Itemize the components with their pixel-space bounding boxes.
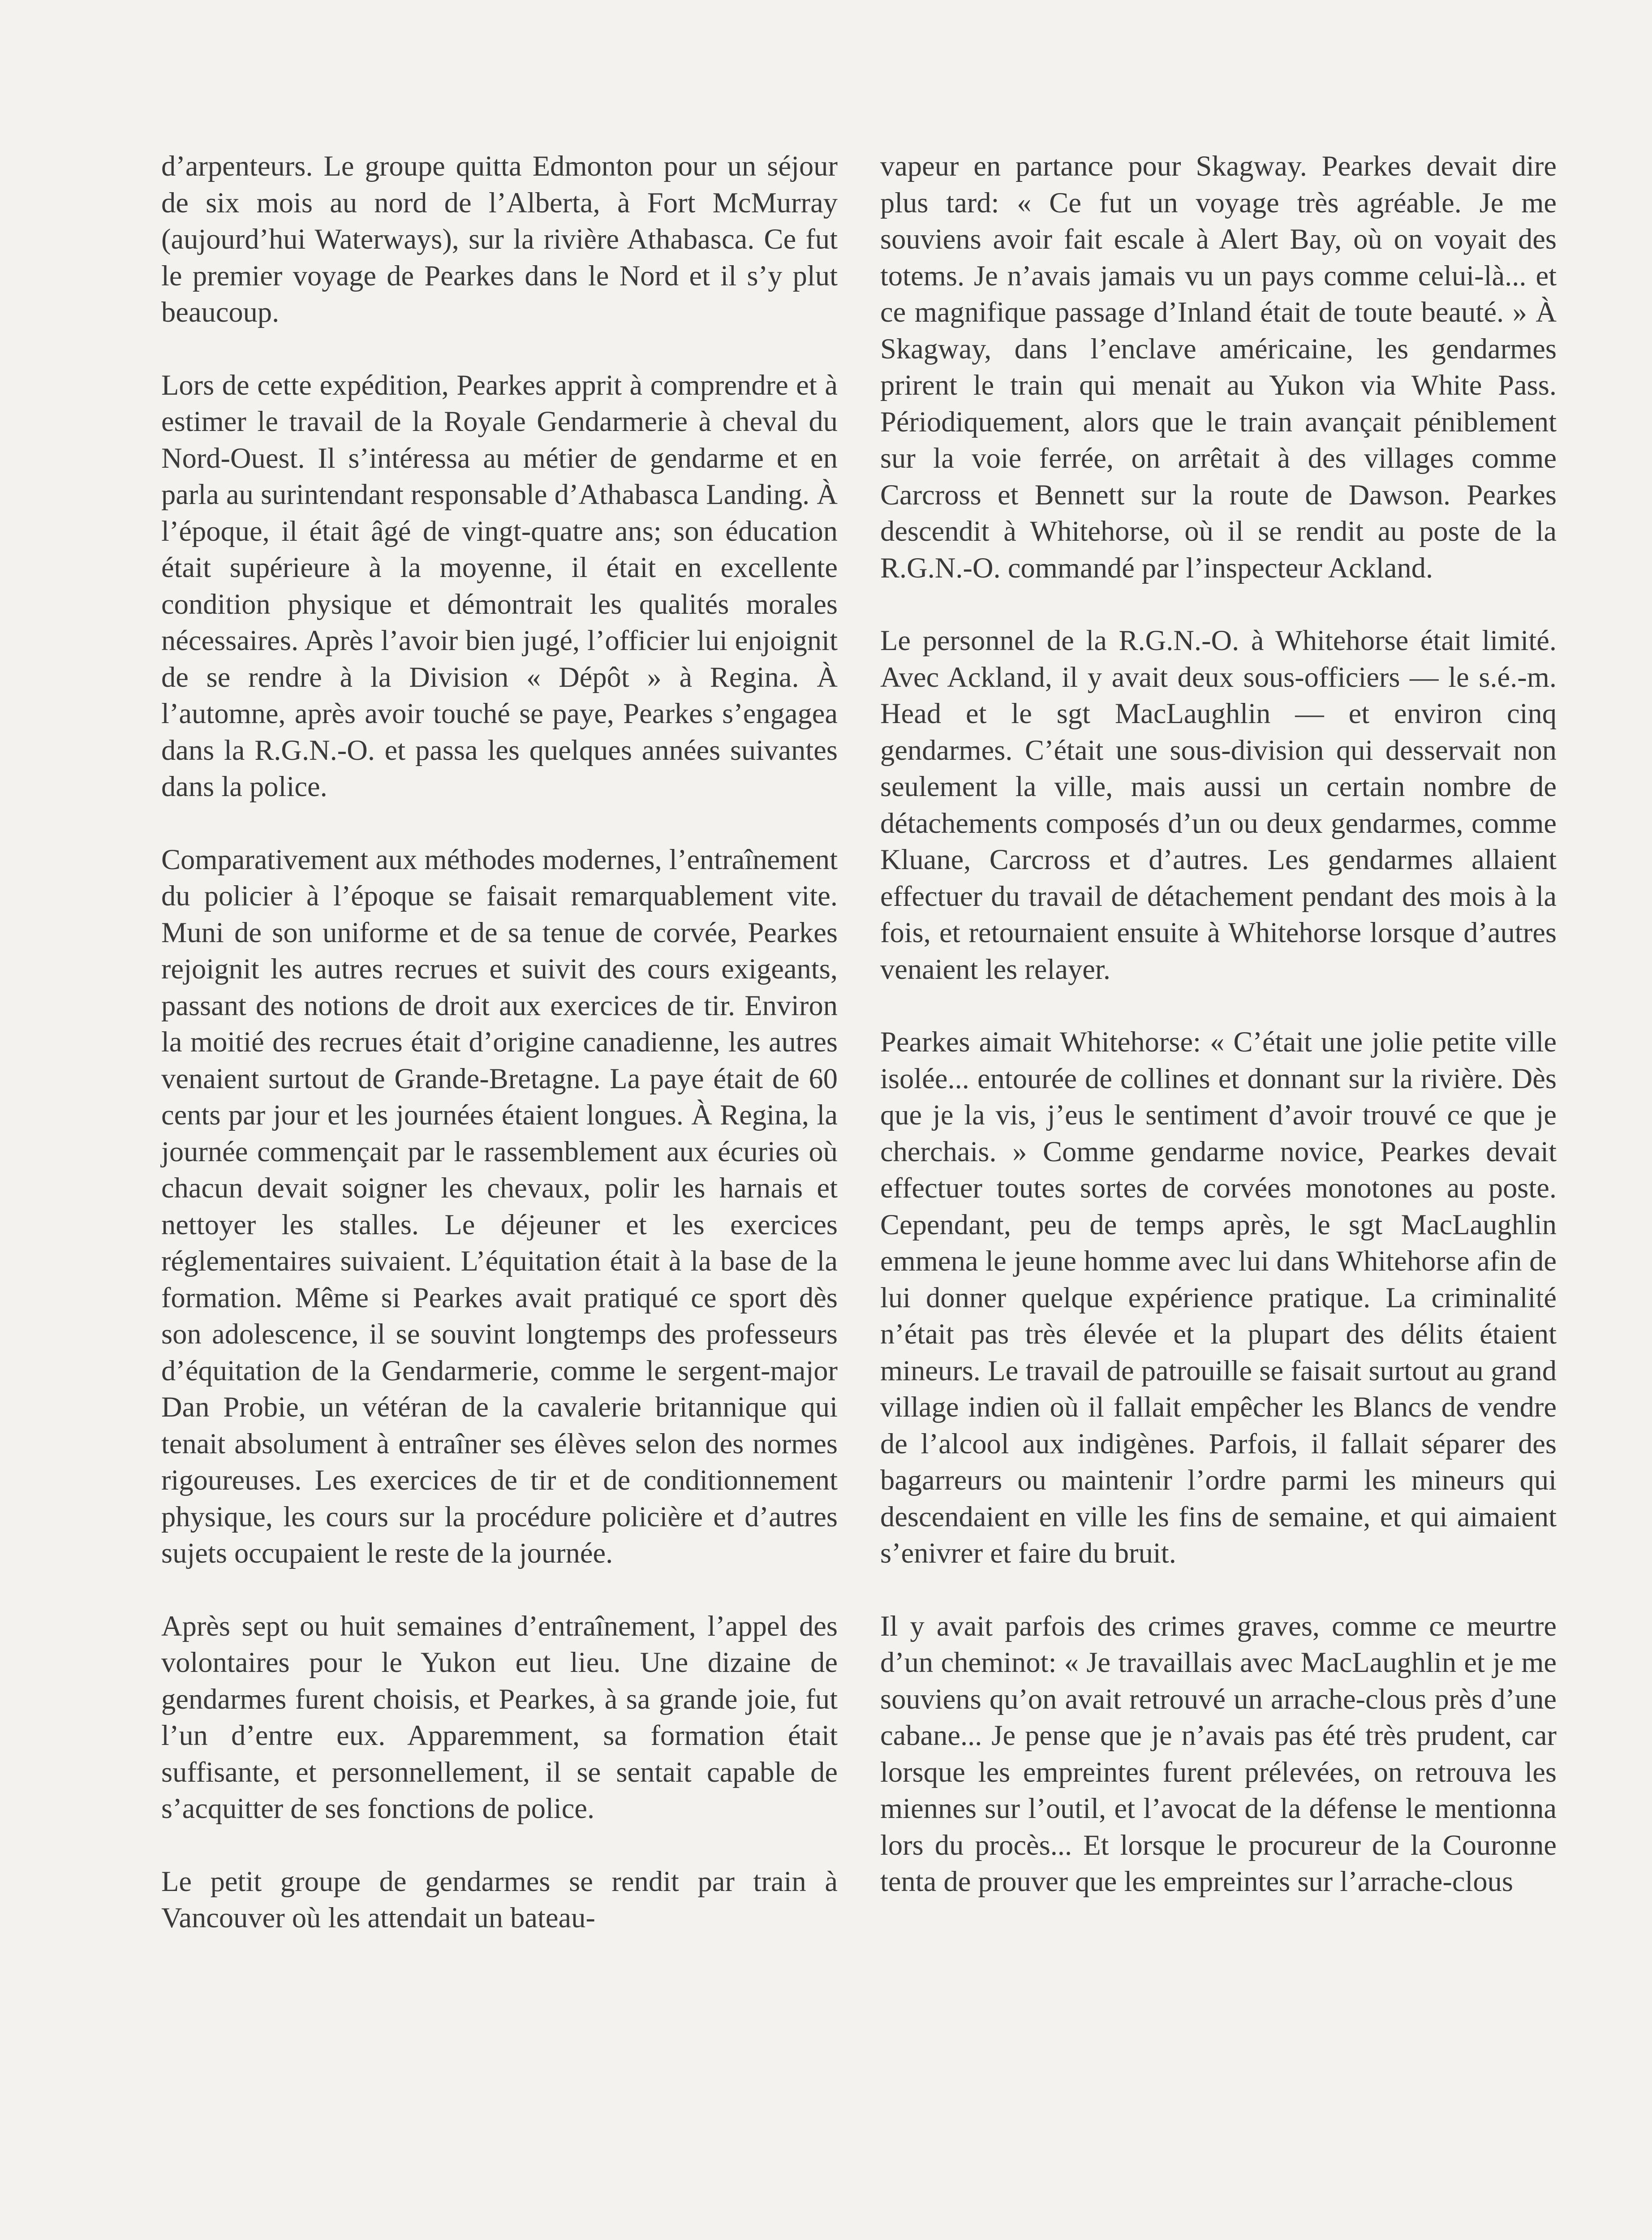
paragraph: vapeur en partance pour Skagway. Pearkes devait dire plus tard: « Ce fut un voyage très agréable. Je me souviens avoir fait escale à Alert Bay, où on voyait des totems. Je n’avais jamais vu un pays comme celui-là... et ce magnifique passage d’Inland était de toute beauté. » À Skagway, dans l’enclave américaine, les gendarmes prirent le train qui menait au Yukon via White Pass. Périodiquement, alors que le train avançait péniblement sur la voie ferrée, on arrêtait à des villages comme Carcross et Bennett sur la route de Dawson. Pearkes descendit à Whitehorse, où il se rendit au poste de la R.G.N.-O. commandé par l’inspecteur Ackland. [880,150,1557,584]
paragraph: d’arpenteurs. Le groupe quitta Edmonton pour un séjour de six mois au nord de l’Alberta, à Fort McMurray (aujourd’hui Waterways), sur la rivière Athabasca. Ce fut le premier voyage de Pearkes dans le Nord et il s’y plut beaucoup. [161,150,838,328]
paragraph: Il y avait parfois des crimes graves, comme ce meurtre d’un cheminot: « Je travaillais avec MacLaughlin et je me souviens qu’on avait retrouvé un arrache-clous près d’une cabane... Je pense que je n’avais pas été très prudent, car lorsque les empreintes furent prélevées, on retrouva les miennes sur l’outil, et l’avocat de la défense le mentionna lors du procès... Et lorsque le procureur de la Couronne tenta de prouver que les empreintes sur l’arrache-clous [880,1610,1557,1897]
right-text-column [880,148,1557,1936]
paragraph: Pearkes aimait Whitehorse: « C’était une jolie petite ville isolée... entourée de collines et donnant sur la rivière. Dès que je la vis, j’eus le sentiment d’avoir trouvé ce que je cherchais. » Comme gendarme novice, Pearkes devait effectuer toutes sortes de corvées monotones au poste. Cependant, peu de temps après, le sgt MacLaughlin emmena le jeune homme avec lui dans Whitehorse afin de lui donner quelque expérience pratique. La criminalité n’était pas très élevée et la plupart des délits étaient mineurs. Le travail de patrouille se faisait surtout au grand village indien où il fallait empêcher les Blancs de vendre de l’alcool aux indigènes. Parfois, il fallait séparer des bagarreurs ou maintenir l’ordre parmi les mineurs qui descendaient en ville les fins de semaine, et qui aimaient s’enivrer et faire du bruit. [880,1026,1557,1569]
paragraph: Le petit groupe de gendarmes se rendit par train à Vancouver où les attendait un bateau- [161,1865,838,1934]
paragraph: Le personnel de la R.G.N.-O. à Whitehorse était limité. Avec Ackland, il y avait deux sous-officiers — le s.é.-m. Head et le sgt MacLaughlin — et environ cinq gendarmes. C’était une sous-division qui desservait non seulement la ville, mais aussi un certain nombre de détachements composés d’un ou deux gendarmes, comme Kluane, Carcross et d’autres. Les gendarmes allaient effectuer du travail de détachement pendant des mois à la fois, et retournaient ensuite à Whitehorse lorsque d’autres venaient les relayer. [880,625,1557,985]
left-text-column [161,148,838,1973]
paragraph: Comparativement aux méthodes modernes, l’entraînement du policier à l’époque se faisait remarquablement vite. Muni de son uniforme et de sa tenue de corvée, Pearkes rejoignit les autres recrues et suivit des cours exigeants, passant des notions de droit aux exercices de tir. Environ la moitié des recrues était d’origine canadienne, les autres venaient surtout de Grande-Bretagne. La paye était de 60 cents par jour et les journées étaient longues. À Regina, la journée commençait par le rassemblement aux écuries où chacun devait soigner les chevaux, polir les harnais et nettoyer les stalles. Le déjeuner et les exercices réglementaires suivaient. L’équitation était à la base de la formation. Même si Pearkes avait pratiqué ce sport dès son adolescence, il se souvint longtemps des professeurs d’équitation de la Gendarmerie, comme le sergent-major Dan Probie, un vétéran de la cavalerie britannique qui tenait absolument à entraîner ses élèves selon des normes rigoureuses. Les exercices de tir et de conditionnement physique, les cours sur la procédure policière et d’autres sujets occupaient le reste de la journée. [161,843,838,1569]
paragraph: Lors de cette expédition, Pearkes apprit à comprendre et à estimer le travail de la Royale Gendarmerie à cheval du Nord-Ouest. Il s’intéressa au métier de gendarme et en parla au surintendant responsable d’Athabasca Landing. À l’époque, il était âgé de vingt-quatre ans; son éducation était supérieure à la moyenne, il était en excellente condition physique et démontrait les qualités morales nécessaires. Après l’avoir bien jugé, l’officier lui enjoignit de se rendre à la Division « Dépôt » à Regina. À l’automne, après avoir touché se paye, Pearkes s’engagea dans la R.G.N.-O. et passa les quelques années suivantes dans la police. [161,369,838,802]
paragraph: Après sept ou huit semaines d’entraînement, l’appel des volontaires pour le Yukon eut lieu. Une dizaine de gendarmes furent choisis, et Pearkes, à sa grande joie, fut l’un d’entre eux. Apparemment, sa formation était suffisante, et personnellement, il se sentait capable de s’acquitter de ses fonctions de police. [161,1610,838,1824]
